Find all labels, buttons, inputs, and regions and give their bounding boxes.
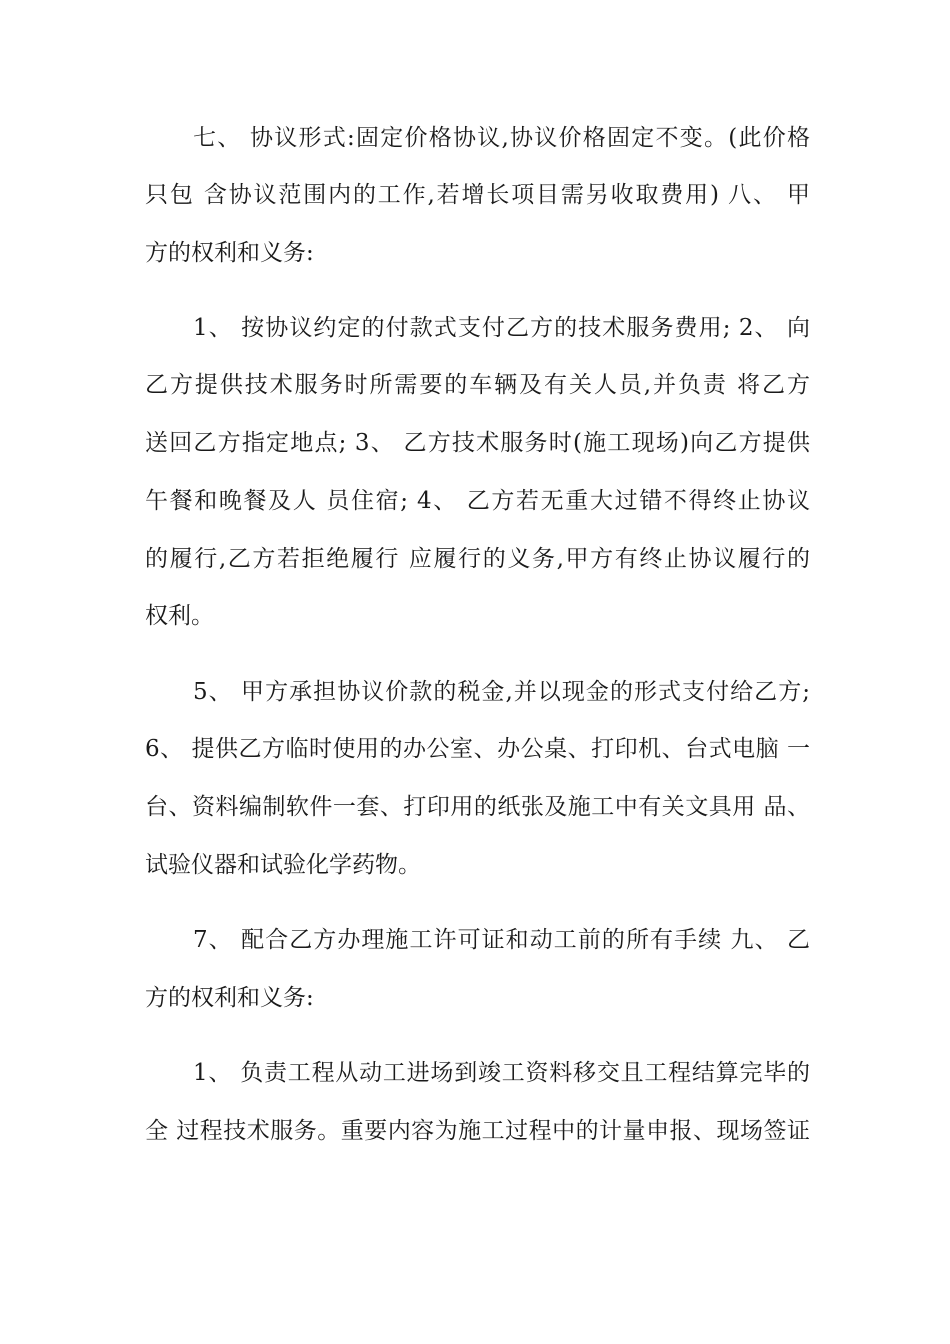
paragraph-4-line-1: 7、 配合乙方办理施工许可证和动工前的所有手续 九、 乙 [193, 927, 810, 953]
paragraph-1-line-3: 方的权利和义务: [145, 240, 314, 266]
paragraph-3-line-1: 5、 甲方承担协议价款的税金,并以现金的形式支付给乙方; [193, 679, 810, 705]
paragraph-2-line-6: 权利。 [145, 603, 214, 629]
paragraph-5-line-1: 1、 负责工程从动工进场到竣工资料移交且工程结算完毕的 [193, 1060, 810, 1086]
paragraph-4-line-2: 方的权利和义务: [145, 985, 314, 1011]
paragraph-1-line-1: 七、 协议形式:固定价格协议,协议价格固定不变。(此价格 [193, 125, 810, 151]
paragraph-2-line-3: 送回乙方指定地点; 3、 乙方技术服务时(施工现场)向乙方提供 [145, 430, 810, 456]
paragraph-1-line-2: 只包 含协议范围内的工作,若增长项目需另收取费用) 八、 甲 [145, 182, 810, 208]
paragraph-5-line-2: 全 过程技术服务。重要内容为施工过程中的计量申报、现场签证 [145, 1118, 810, 1144]
paragraph-2-line-4: 午餐和晚餐及人 员住宿; 4、 乙方若无重大过错不得终止协议 [145, 488, 810, 514]
paragraph-2-line-5: 的履行,乙方若拒绝履行 应履行的义务,甲方有终止协议履行的 [145, 546, 810, 572]
paragraph-2-line-1: 1、 按协议约定的付款式支付乙方的技术服务费用; 2、 向 [193, 315, 810, 341]
paragraph-3-line-2: 6、 提供乙方临时使用的办公室、办公桌、打印机、台式电脑 一 [145, 736, 810, 762]
paragraph-3-line-4: 试验仪器和试验化学药物。 [145, 852, 421, 878]
paragraph-3-line-3: 台、资料编制软件一套、打印用的纸张及施工中有关文具用 品、 [145, 794, 810, 820]
paragraph-2-line-2: 乙方提供技术服务时所需要的车辆及有关人员,并负责 将乙方 [145, 372, 810, 398]
